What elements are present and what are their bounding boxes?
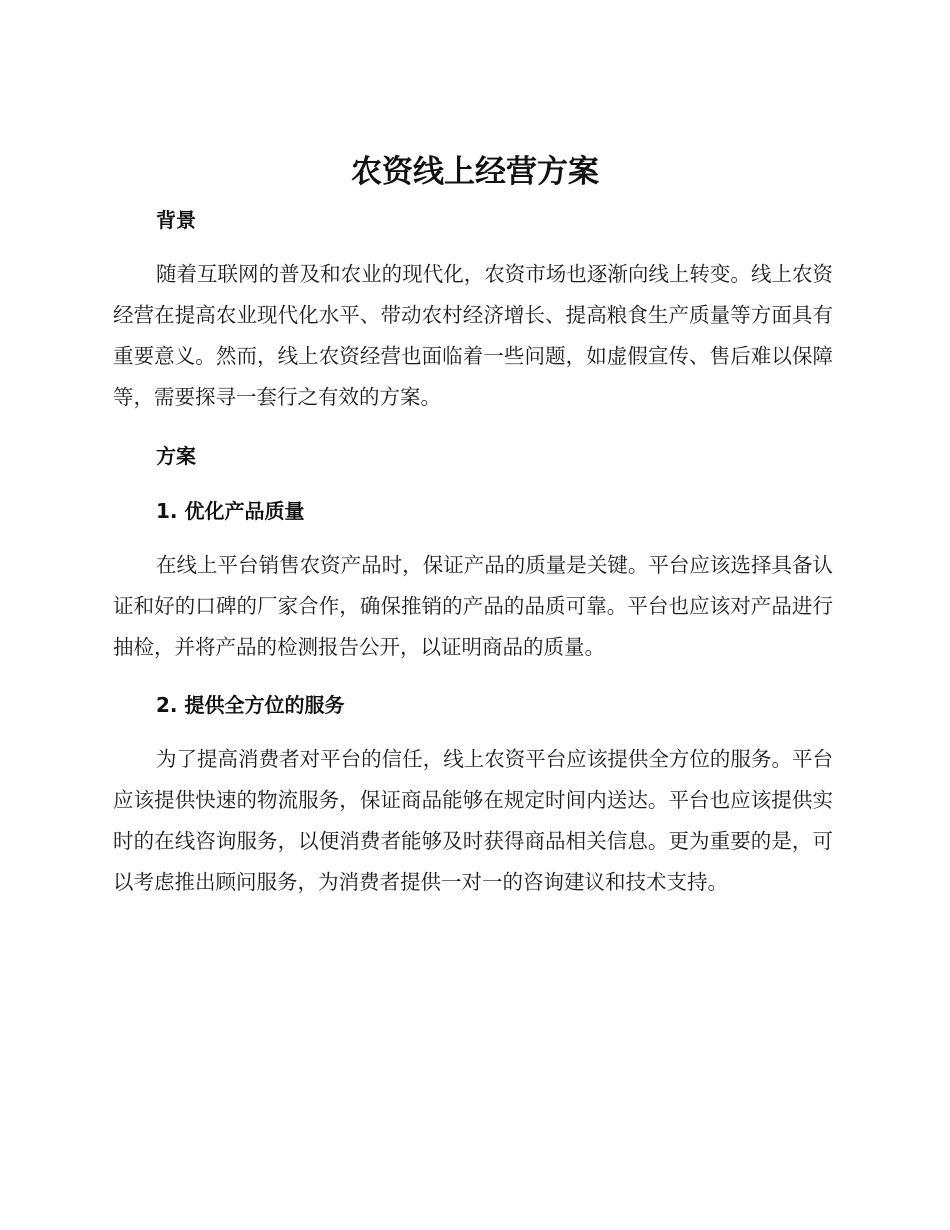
paragraph-optimize-quality: 在线上平台销售农资产品时，保证产品的质量是关键。平台应该选择具备认证和好的口碑的厂家合作，确保推销的产品的品质可靠。平台也应该对产品进行抽检，并将产品的检测报告公开，以证明商品的质量。 [113, 553, 833, 659]
section-heading-plan: 方案 [156, 444, 196, 468]
subheading-full-service: 2. 提供全方位的服务 [156, 693, 345, 717]
subheading-optimize-quality: 1. 优化产品质量 [156, 499, 305, 523]
paragraph-full-service: 为了提高消费者对平台的信任，线上农资平台应该提供全方位的服务。平台应该提供快速的物流服务，保证商品能够在规定时间内送达。平台也应该提供实时的在线咨询服务，以便消费者能够及时获得商品相关信息。更为重要的是，可以考虑推出顾问服务，为消费者提供一对一的咨询建议和技术支持。 [113, 747, 833, 894]
document-title: 农资线上经营方案 [351, 154, 599, 190]
paragraph-background: 随着互联网的普及和农业的现代化，农资市场也逐渐向线上转变。线上农资经营在提高农业现代化水平、带动农村经济增长、提高粮食生产质量等方面具有重要意义。然而，线上农资经营也面临着一些问题，如虚假宣传、售后难以保障等，需要探寻一套行之有效的方案。 [113, 262, 833, 409]
section-heading-background: 背景 [156, 208, 196, 232]
